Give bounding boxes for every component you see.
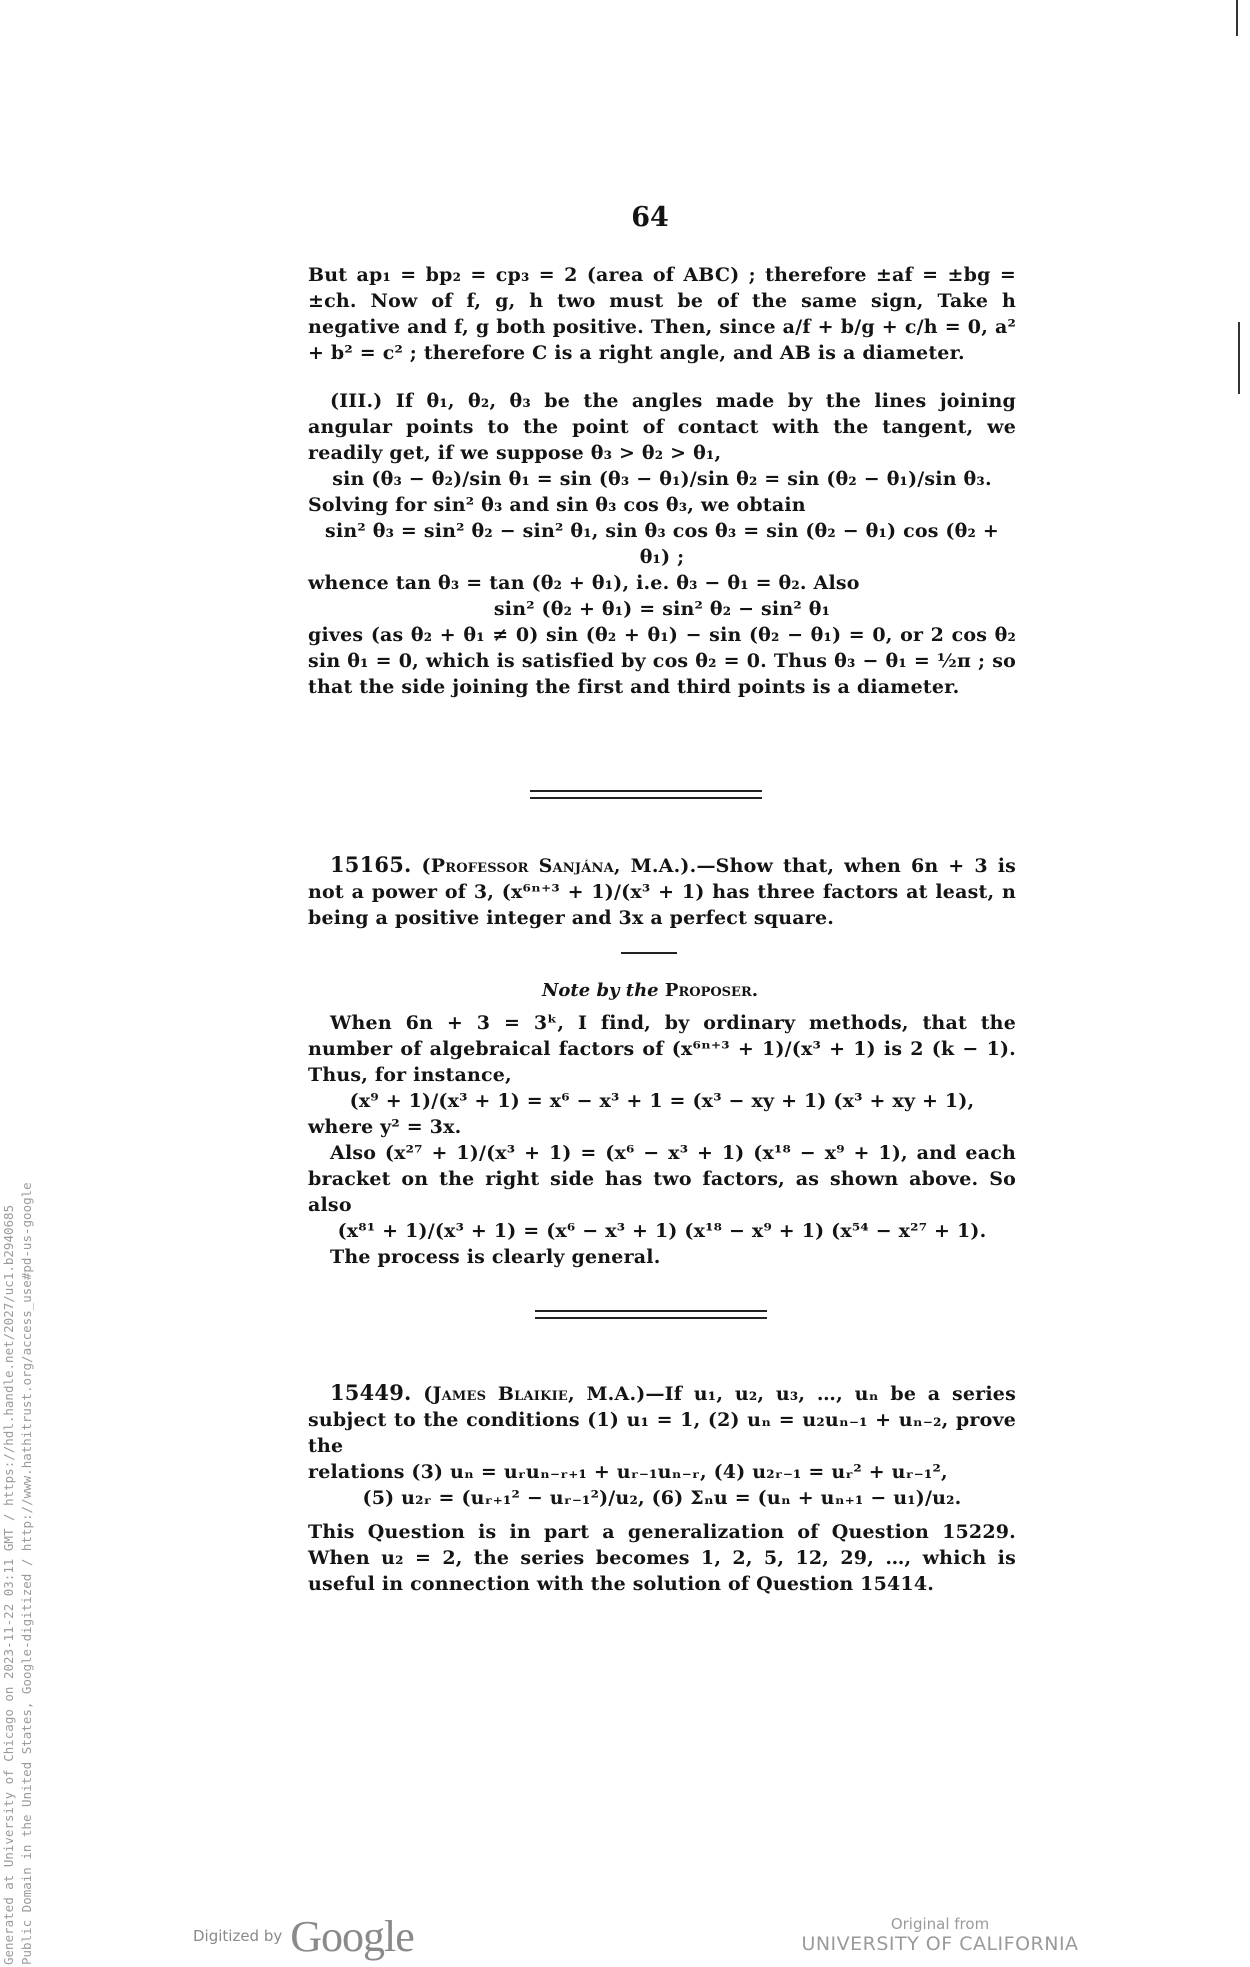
scan-edge-mark-middle — [1238, 322, 1240, 394]
question-15449 — [308, 1380, 1016, 1597]
question-relations-continued: (5) u₂ᵣ = (uᵣ₊₁² − uᵣ₋₁²)/u₂, (6) Σₙu = (uₙ + uₙ₊₁ − u₁)/u₂. — [362, 1487, 962, 1509]
question-statement: —Show that, when 6n + 3 is not a power of 3, (x⁶ⁿ⁺³ + 1)/(x³ + 1) has three factors at least, n being a positive integer and 3x a perfect square. — [308, 855, 1017, 929]
digitized-by-label: Digitized by — [193, 1927, 283, 1945]
paragraph-proof-area: But ap₁ = bp₂ = cp₃ = 2 (area of ABC) ; therefore ±af = ±bg = ±ch. Now of f, g, h two must be of the same sign, Take h negative and f, g both positive. Then, since a/f + b/g + c/h = 0, a² + b² = c² ; therefore C is a right angle, and AB is a diameter. — [308, 264, 1016, 364]
proposer-note — [308, 1010, 1016, 1270]
continuation-solution — [308, 262, 1016, 700]
question-15165 — [308, 852, 1016, 931]
question-number: 15165. — [330, 852, 412, 877]
original-from-label: Original from — [890, 1915, 990, 1933]
section-divider-2 — [535, 1310, 767, 1319]
equation-sin-sum: sin² (θ₂ + θ₁) = sin² θ₂ − sin² θ₁ — [493, 598, 831, 620]
note-where: where y² = 3x. — [308, 1116, 462, 1138]
equation-sin-squared: sin² θ₃ = sin² θ₂ − sin² θ₁, sin θ₃ cos θ₃ = sin (θ₂ − θ₁) cos (θ₂ + θ₁) ; — [325, 520, 999, 568]
question-remark: This Question is in part a generalization of Question 15229. When u₂ = 2, the series becomes 1, 2, 5, 12, 29, …, which is useful in connection with the solution of Question 15414. — [308, 1521, 1016, 1595]
google-logo: Google — [290, 1911, 414, 1961]
question-author: (Professor Sanjána, M.A.). — [421, 855, 697, 877]
paragraph-whence: whence tan θ₃ = tan (θ₂ + θ₁), i.e. θ₃ − θ₁ = θ₂. Also — [308, 572, 860, 594]
question-number: 15449. — [330, 1380, 412, 1405]
note-paragraph-intro: When 6n + 3 = 3ᵏ, I find, by ordinary methods, that the number of algebraical factors of (x⁶ⁿ⁺³ + 1)/(x³ + 1) is 2 (k − 1). Thus, for instance, — [308, 1012, 1016, 1086]
stamp-line-public-domain: Public Domain in the United States, Google-digitized / http://www.hathitrust.org/access_use#pd-us-google — [19, 1182, 34, 1965]
paragraph-part-iii: (III.) If θ₁, θ₂, θ₃ be the angles made by the lines joining angular points to the point of contact with the tangent, we readily get, if we suppose θ₃ > θ₂ > θ₁, — [308, 390, 1016, 464]
university-name: UNIVERSITY OF CALIFORNIA — [801, 1933, 1079, 1955]
note-paragraph-also: Also (x²⁷ + 1)/(x³ + 1) = (x⁶ − x³ + 1) (x¹⁸ − x⁹ + 1), and each bracket on the right side has two factors, as shown above. So also — [308, 1142, 1016, 1216]
question-statement: —If u₁, u₂, u₃, …, uₙ be a series subject to the conditions (1) u₁ = 1, (2) uₙ = u₂uₙ₋₁ + uₙ₋₂, prove the — [308, 1383, 1016, 1457]
equation-sine-ratios: sin (θ₃ − θ₂)/sin θ₁ = sin (θ₃ − θ₁)/sin θ₂ = sin (θ₂ − θ₁)/sin θ₃. — [332, 468, 992, 490]
section-divider-1 — [530, 790, 762, 799]
note-heading-name: Proposer. — [664, 980, 759, 1001]
digitized-by-google — [193, 1906, 414, 1966]
equation-x9: (x⁹ + 1)/(x³ + 1) = x⁶ − x³ + 1 = (x³ − xy + 1) (x³ + xy + 1), — [349, 1090, 975, 1112]
page-number: 64 — [631, 202, 669, 233]
original-from-credit — [790, 1915, 1090, 1955]
question-author: (James Blaikie, M.A.) — [423, 1383, 646, 1405]
note-heading — [0, 980, 1250, 1001]
question-relations: relations (3) uₙ = uᵣuₙ₋ᵣ₊₁ + uᵣ₋₁uₙ₋ᵣ, (4) u₂ᵣ₋₁ = uᵣ² + uᵣ₋₁², — [308, 1461, 948, 1483]
note-heading-prefix: Note by the — [541, 980, 659, 1001]
stamp-line-generated: Generated at University of Chicago on 2023-11-22 03:11 GMT / https://hdl.handle.net/2027/uc1.b2940685 — [1, 1204, 16, 1965]
equation-x81: (x⁸¹ + 1)/(x³ + 1) = (x⁶ − x³ + 1) (x¹⁸ − x⁹ + 1) (x⁵⁴ − x²⁷ + 1). — [337, 1220, 987, 1242]
short-divider — [621, 952, 677, 954]
scan-edge-mark-top — [1236, 0, 1238, 36]
paragraph-solving: Solving for sin² θ₃ and sin θ₃ cos θ₃, we obtain — [308, 494, 806, 516]
hathitrust-stamp — [0, 1182, 36, 1967]
note-closing: The process is clearly general. — [330, 1246, 661, 1268]
paragraph-conclusion: gives (as θ₂ + θ₁ ≠ 0) sin (θ₂ + θ₁) − sin (θ₂ − θ₁) = 0, or 2 cos θ₂ sin θ₁ = 0, which is satisfied by cos θ₂ = 0. Thus θ₃ − θ₁ = ½π ; so that the side joining the first and third points is a diameter. — [308, 624, 1016, 698]
